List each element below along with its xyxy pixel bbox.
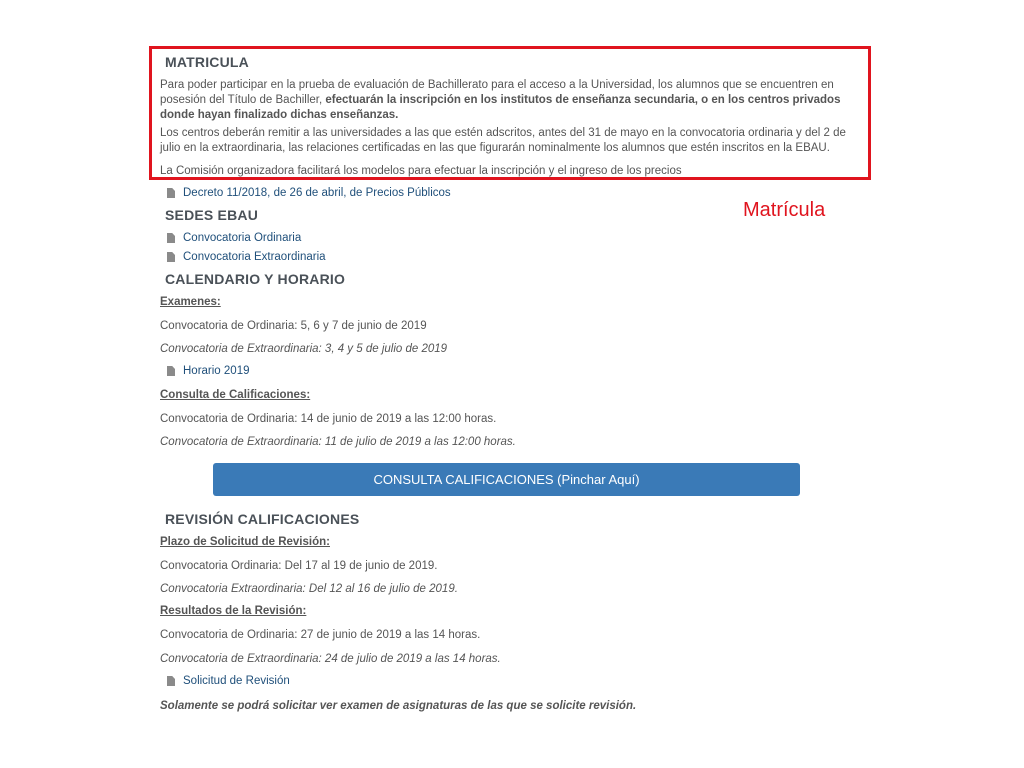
- matricula-p1-plain: Para poder participar en la prueba de evaluación de Bachillerato para el acceso a la Universidad, los alumnos que se encuentren en posesión del Título de Bachiller,: [160, 79, 834, 106]
- document-icon: [167, 188, 175, 198]
- resultados-ordinaria: Convocatoria de Ordinaria: 27 de junio de 2019 a las 14 horas.: [160, 629, 481, 641]
- convocatoria-extraordinaria-link[interactable]: Convocatoria Extraordinaria: [183, 251, 326, 263]
- plazo-extraordinaria: Convocatoria Extraordinaria: Del 12 al 16 de julio de 2019.: [160, 583, 458, 595]
- examenes-label: Examenes:: [160, 296, 221, 308]
- solicitud-link-row[interactable]: [167, 675, 290, 687]
- sedes-link-row-ordinaria[interactable]: [167, 232, 301, 244]
- revision-note: Solamente se podrá solicitar ver examen de asignaturas de las que se solicite revisión.: [160, 700, 637, 712]
- consulta-ordinaria: Convocatoria de Ordinaria: 14 de junio de 2019 a las 12:00 horas.: [160, 413, 497, 425]
- resultados-extraordinaria: Convocatoria de Extraordinaria: 24 de julio de 2019 a las 14 horas.: [160, 653, 501, 665]
- matricula-paragraph-2: Los centros deberán remitir a las universidades a las que estén adscritos, antes del 31 de mayo en la convocatoria ordinaria y del 2 de julio en la extraordinaria, las relaciones certificadas en las que figurarán nominalmente los alumnos que estén inscritos en la EBAU.: [160, 127, 846, 154]
- decreto-link-row[interactable]: [167, 187, 451, 199]
- decreto-link[interactable]: Decreto 11/2018, de 26 de abril, de Precios Públicos: [183, 187, 451, 199]
- document-icon: [167, 252, 175, 262]
- matricula-p1-bold: efectuarán la inscripción en los institutos de enseñanza secundaria, o en los centros privados donde hayan finalizado dichas enseñanzas.: [160, 94, 841, 121]
- consulta-label: Consulta de Calificaciones:: [160, 389, 311, 401]
- sedes-link-row-extraordinaria[interactable]: [167, 251, 326, 263]
- horario-link[interactable]: Horario 2019: [183, 365, 250, 377]
- document-icon: [167, 366, 175, 376]
- convocatoria-ordinaria-link[interactable]: Convocatoria Ordinaria: [183, 232, 302, 244]
- document-icon: [167, 676, 175, 686]
- annotation-label: Matrícula: [743, 199, 826, 221]
- document-icon: [167, 233, 175, 243]
- matricula-title: MATRICULA: [165, 54, 249, 70]
- resultados-label: Resultados de la Revisión:: [160, 605, 307, 617]
- horario-link-row[interactable]: [167, 365, 249, 377]
- revision-title: REVISIÓN CALIFICACIONES: [165, 511, 360, 527]
- matricula-paragraph-3: La Comisión organizadora facilitará los modelos para efectuar la inscripción y el ingreso de los precios: [160, 165, 682, 177]
- matricula-paragraph-1: [160, 78, 860, 123]
- calendario-title: CALENDARIO Y HORARIO: [165, 271, 346, 287]
- examenes-ordinaria: Convocatoria de Ordinaria: 5, 6 y 7 de junio de 2019: [160, 320, 427, 332]
- plazo-label: Plazo de Solicitud de Revisión:: [160, 536, 330, 548]
- consulta-extraordinaria: Convocatoria de Extraordinaria: 11 de julio de 2019 a las 12:00 horas.: [160, 436, 516, 448]
- consulta-calificaciones-button[interactable]: CONSULTA CALIFICACIONES (Pinchar Aquí): [213, 463, 800, 496]
- sedes-title: SEDES EBAU: [165, 207, 259, 223]
- examenes-extraordinaria: Convocatoria de Extraordinaria: 3, 4 y 5 de julio de 2019: [160, 343, 448, 355]
- solicitud-revision-link[interactable]: Solicitud de Revisión: [183, 675, 290, 687]
- plazo-ordinaria: Convocatoria Ordinaria: Del 17 al 19 de junio de 2019.: [160, 560, 438, 572]
